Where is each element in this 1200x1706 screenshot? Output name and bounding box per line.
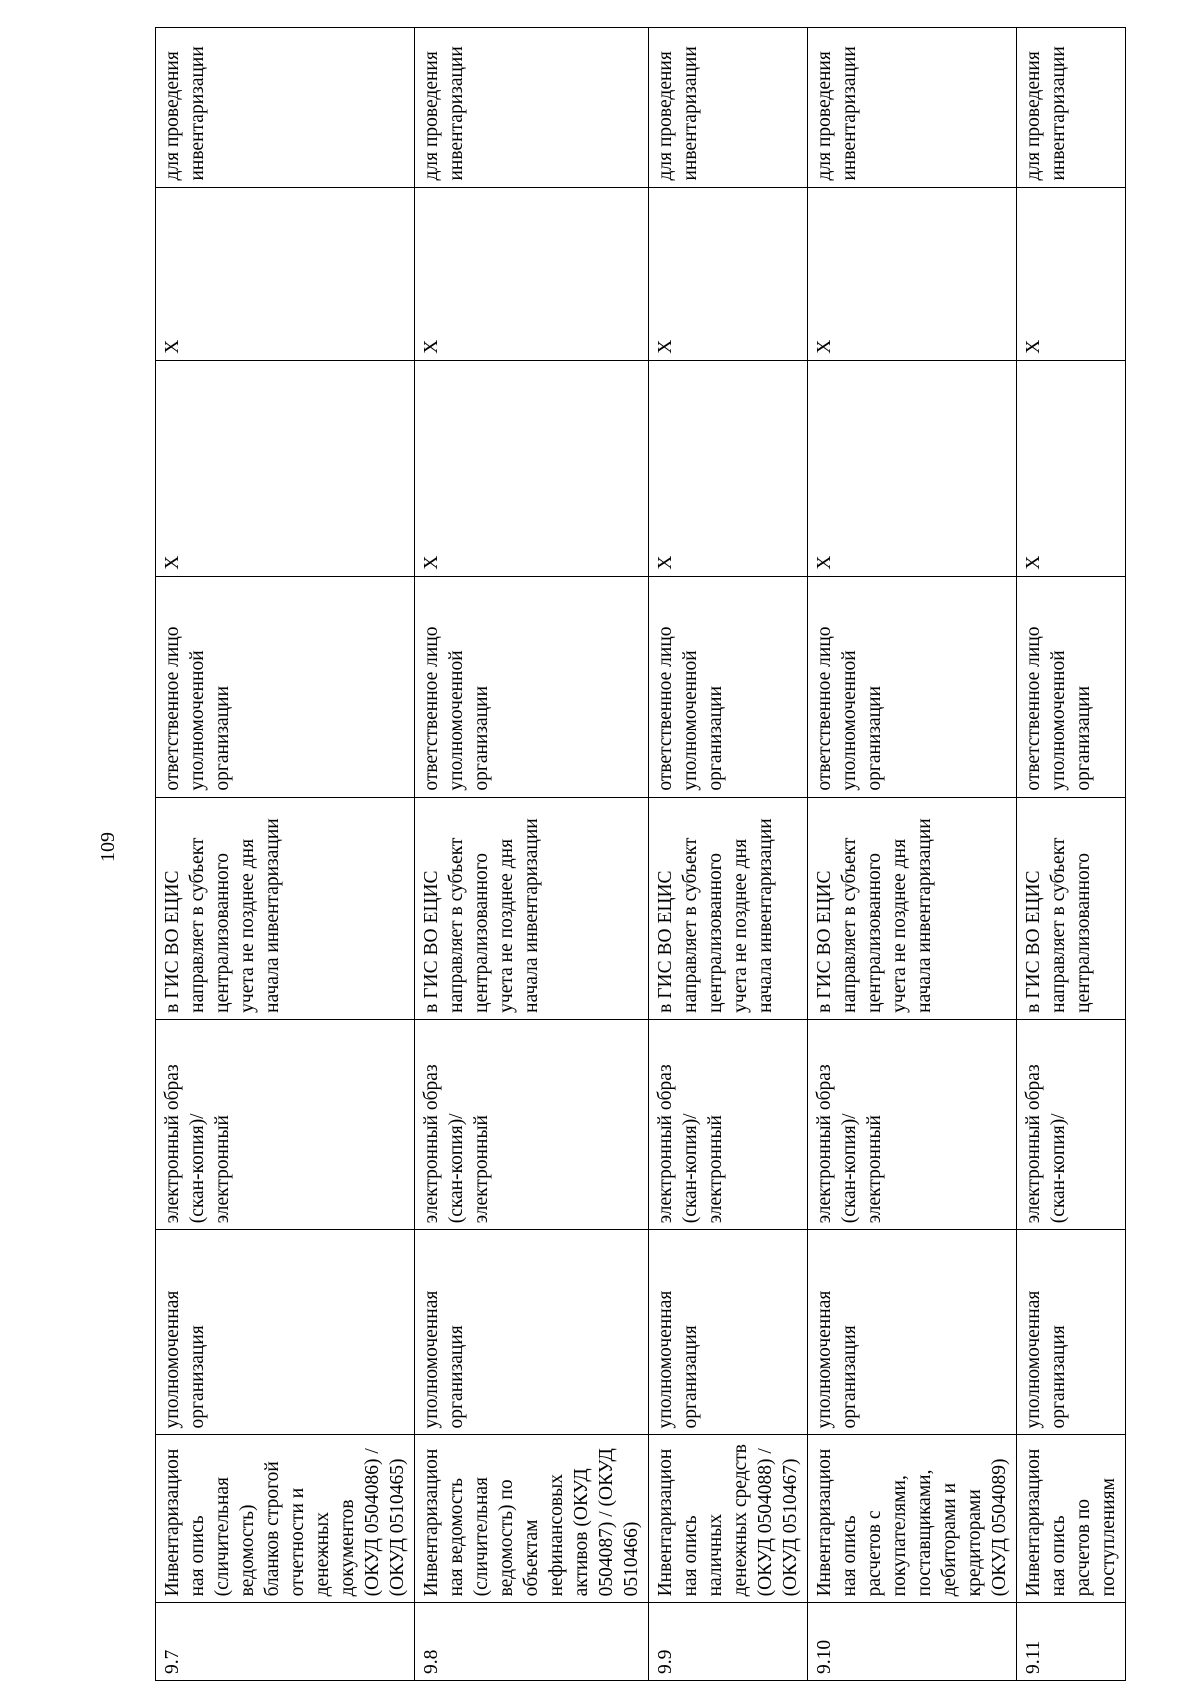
table-row bbox=[649, 28, 808, 1681]
mark-cell: X bbox=[415, 360, 649, 576]
mark-cell: X bbox=[649, 187, 808, 360]
organization-cell: уполномоченная организация bbox=[1017, 1230, 1126, 1435]
responsible-person-cell: ответственное лицо уполномоченной организации bbox=[156, 576, 415, 797]
rotated-page-content bbox=[155, 27, 1119, 1681]
purpose-cell: для проведения инвентаризации bbox=[808, 28, 1017, 188]
table-row bbox=[808, 28, 1017, 1681]
document-name-cell: Инвентаризационная опись (сличительная ведомость) бланков строгой отчетности и денежных документов (ОКУД 0504086) / (ОКУД 0510465) bbox=[156, 1435, 415, 1603]
document-form-cell: электронный образ (скан-копия)/ электронный bbox=[649, 1019, 808, 1229]
document-form-cell: электронный образ (скан-копия)/ электронный bbox=[415, 1019, 649, 1229]
table-row bbox=[156, 28, 415, 1681]
document-form-cell: электронный образ (скан-копия)/ bbox=[1017, 1019, 1126, 1229]
inventory-documents-table bbox=[155, 27, 1126, 1681]
responsible-person-cell: ответственное лицо уполномоченной организации bbox=[649, 576, 808, 797]
sending-procedure-cell: в ГИС ВО ЕЦИС направляет в субъект централизованного учета не позднее дня начала инвентаризации bbox=[156, 797, 415, 1019]
organization-cell: уполномоченная организация bbox=[649, 1230, 808, 1435]
row-number-cell: 9.10 bbox=[808, 1603, 1017, 1681]
mark-cell: X bbox=[808, 360, 1017, 576]
mark-cell: X bbox=[808, 187, 1017, 360]
sending-procedure-cell: в ГИС ВО ЕЦИС направляет в субъект централизованного учета не позднее дня начала инвентаризации bbox=[415, 797, 649, 1019]
table-row bbox=[415, 28, 649, 1681]
mark-cell: X bbox=[1017, 187, 1126, 360]
purpose-cell: для проведения инвентаризации bbox=[415, 28, 649, 188]
document-form-cell: электронный образ (скан-копия)/ электронный bbox=[808, 1019, 1017, 1229]
document-form-cell: электронный образ (скан-копия)/ электронный bbox=[156, 1019, 415, 1229]
document-name-cell: Инвентаризационная опись расчетов с покупателями, поставщиками, дебиторами и кредиторами (ОКУД 0504089) bbox=[808, 1435, 1017, 1603]
page-number: 109 bbox=[97, 832, 119, 862]
mark-cell: X bbox=[649, 360, 808, 576]
responsible-person-cell: ответственное лицо уполномоченной организации bbox=[415, 576, 649, 797]
sending-procedure-cell: в ГИС ВО ЕЦИС направляет в субъект централизованного bbox=[1017, 797, 1126, 1019]
mark-cell: X bbox=[415, 187, 649, 360]
organization-cell: уполномоченная организация bbox=[808, 1230, 1017, 1435]
purpose-cell: для проведения инвентаризации bbox=[1017, 28, 1126, 188]
table-row bbox=[1017, 28, 1126, 1681]
purpose-cell: для проведения инвентаризации bbox=[649, 28, 808, 188]
purpose-cell: для проведения инвентаризации bbox=[156, 28, 415, 188]
document-name-cell: Инвентаризационная ведомость (сличительная ведомость) по объектам нефинансовых активов (ОКУД 0504087) / (ОКУД 0510466) bbox=[415, 1435, 649, 1603]
row-number-cell: 9.11 bbox=[1017, 1603, 1126, 1681]
row-number-cell: 9.8 bbox=[415, 1603, 649, 1681]
organization-cell: уполномоченная организация bbox=[156, 1230, 415, 1435]
row-number-cell: 9.9 bbox=[649, 1603, 808, 1681]
responsible-person-cell: ответственное лицо уполномоченной организации bbox=[808, 576, 1017, 797]
organization-cell: уполномоченная организация bbox=[415, 1230, 649, 1435]
sending-procedure-cell: в ГИС ВО ЕЦИС направляет в субъект централизованного учета не позднее дня начала инвентаризации bbox=[808, 797, 1017, 1019]
document-name-cell: Инвентаризационная опись расчетов по поступлениям bbox=[1017, 1435, 1126, 1603]
document-name-cell: Инвентаризационная опись наличных денежных средств (ОКУД 0504088) / (ОКУД 0510467) bbox=[649, 1435, 808, 1603]
responsible-person-cell: ответственное лицо уполномоченной организации bbox=[1017, 576, 1126, 797]
mark-cell: X bbox=[156, 360, 415, 576]
mark-cell: X bbox=[156, 187, 415, 360]
sending-procedure-cell: в ГИС ВО ЕЦИС направляет в субъект централизованного учета не позднее дня начала инвентаризации bbox=[649, 797, 808, 1019]
row-number-cell: 9.7 bbox=[156, 1603, 415, 1681]
mark-cell: X bbox=[1017, 360, 1126, 576]
